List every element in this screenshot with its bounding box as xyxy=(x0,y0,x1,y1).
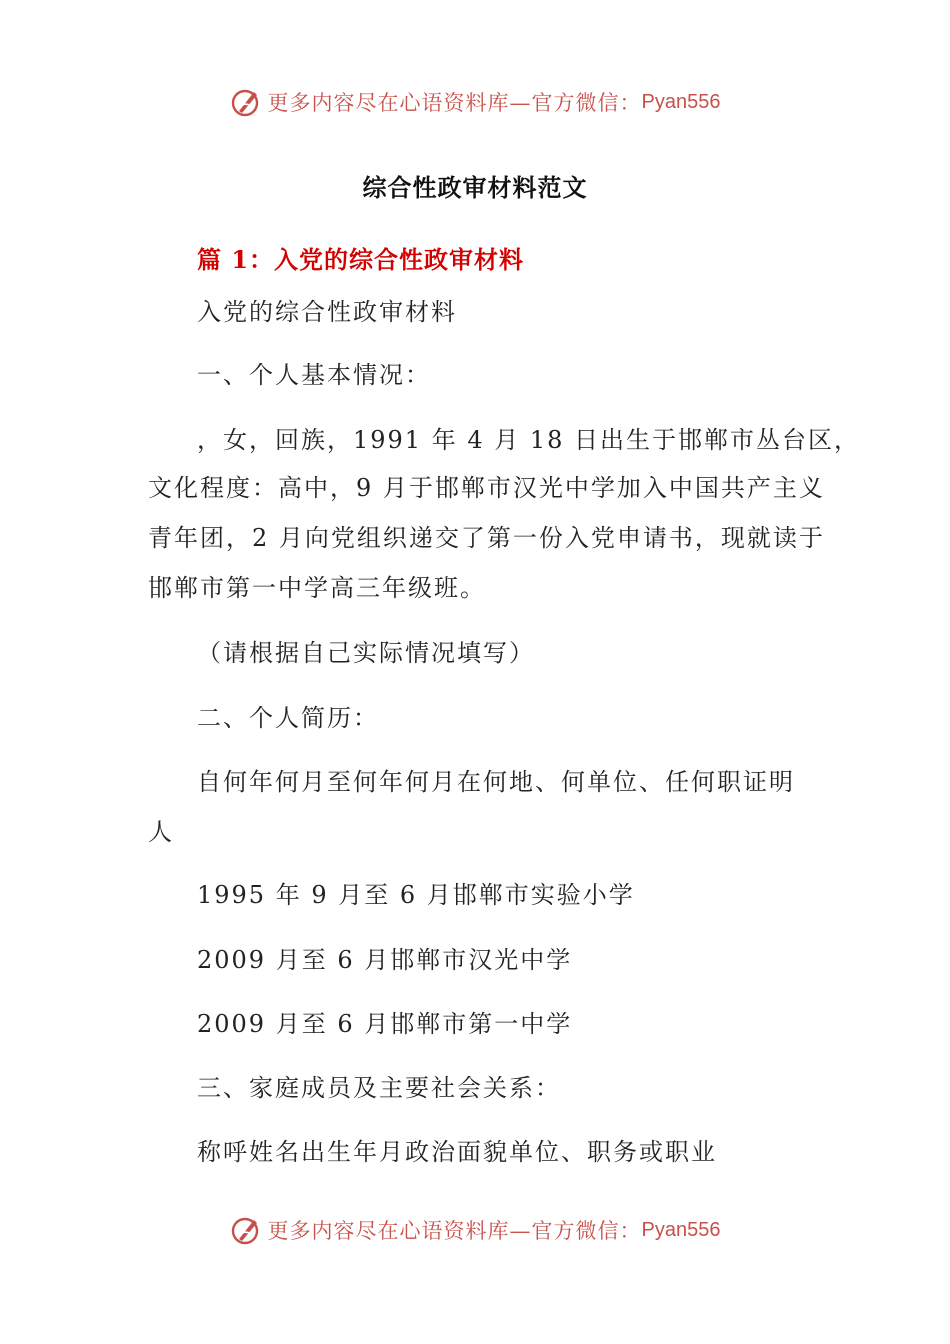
paragraph-line: 2009 月至 6 月邯郸市汉光中学 xyxy=(197,946,573,974)
header-watermark-banner xyxy=(0,82,950,122)
banner-text: 更多内容尽在心语资料库—官方微信： xyxy=(267,91,642,115)
paragraph-line: ，女，回族，1991 年 4 月 18 日出生于邯郸市丛台区， xyxy=(197,426,861,454)
pen-circle-logo-icon xyxy=(230,86,262,118)
paragraph-line: 人 xyxy=(148,818,174,846)
paragraph-line: 1995 年 9 月至 6 月邯郸市实验小学 xyxy=(197,881,635,909)
document-title: 综合性政审材料范文 xyxy=(362,173,588,202)
banner-wechat-id: Pyan556 xyxy=(641,1218,721,1241)
footer-watermark-banner xyxy=(0,1210,950,1250)
paragraph-line: （请根据自己实际情况填写） xyxy=(197,639,535,667)
paragraph-line: 称呼姓名出生年月政治面貌单位、职务或职业 xyxy=(197,1138,717,1166)
paragraph-line: 文化程度：高中，9 月于邯郸市汉光中学加入中国共产主义 xyxy=(148,474,825,502)
paragraph-line: 自何年何月至何年何月在何地、何单位、任何职证明 xyxy=(197,768,795,796)
paragraph-line: 2009 月至 6 月邯郸市第一中学 xyxy=(197,1010,573,1038)
pen-circle-logo-icon xyxy=(230,1214,262,1246)
paragraph-line: 一、个人基本情况： xyxy=(197,361,431,389)
paragraph-line: 入党的综合性政审材料 xyxy=(197,298,457,326)
paragraph-line: 三、家庭成员及主要社会关系： xyxy=(197,1074,561,1102)
banner-wechat-id: Pyan556 xyxy=(641,90,721,113)
paragraph-line: 邯郸市第一中学高三年级班。 xyxy=(148,574,486,602)
paragraph-line: 青年团，2 月向党组织递交了第一份入党申请书，现就读于 xyxy=(148,524,825,552)
paragraph-line: 二、个人简历： xyxy=(197,704,379,732)
section-heading: 篇 1：入党的综合性政审材料 xyxy=(197,245,525,274)
banner-text: 更多内容尽在心语资料库—官方微信： xyxy=(267,1219,642,1243)
